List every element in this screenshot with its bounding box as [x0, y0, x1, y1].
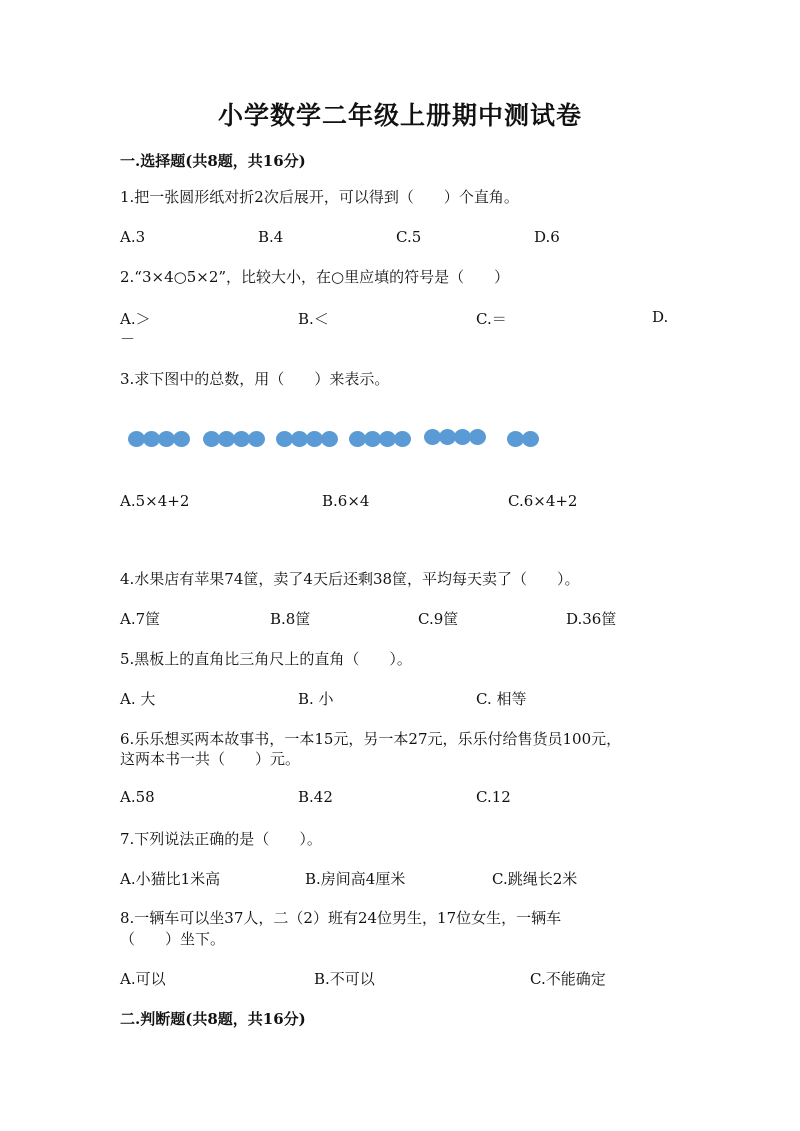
- q1-option-d: D.6: [534, 228, 560, 246]
- q5-option-a: A. 大: [120, 690, 156, 708]
- figure-dot: [248, 431, 265, 447]
- q2-option-b: B.＜: [298, 310, 329, 328]
- q2-option-d-symbol: －: [120, 330, 136, 348]
- q4-option-a: A.7筐: [120, 610, 161, 628]
- section-heading-judgement: 二.判断题(共8题，共16分): [120, 1010, 306, 1028]
- q6-option-b: B.42: [298, 788, 333, 806]
- figure-dot: [394, 431, 411, 447]
- q2-option-d: D.: [652, 308, 669, 326]
- question-5: 5.黑板上的直角比三角尺上的直角（ ）。: [120, 650, 412, 668]
- question-1: 1.把一张圆形纸对折2次后展开，可以得到（ ）个直角。: [120, 188, 519, 206]
- q3-option-a: A.5×4+2: [120, 492, 190, 510]
- q3-option-c: C.6×4+2: [508, 492, 578, 510]
- q4-option-b: B.8筐: [270, 610, 311, 628]
- q7-option-c: C.跳绳长2米: [492, 870, 578, 888]
- q8-option-c: C.不能确定: [530, 970, 606, 988]
- q2-option-a: A.＞: [120, 310, 151, 328]
- q2-option-c: C.＝: [476, 310, 507, 328]
- q3-option-b: B.6×4: [322, 492, 370, 510]
- q7-option-b: B.房间高4厘米: [305, 870, 406, 888]
- q1-option-c: C.5: [396, 228, 422, 246]
- q4-option-c: C.9筐: [418, 610, 459, 628]
- question-2: 2.“3×4○5×2”，比较大小，在○里应填的符号是（ ）: [120, 268, 510, 286]
- q1-option-b: B.4: [258, 228, 284, 246]
- question-6-line-2: 这两本书一共（ ）元。: [120, 750, 301, 768]
- q6-option-a: A.58: [120, 788, 155, 806]
- question-3: 3.求下图中的总数，用（ ）来表示。: [120, 370, 390, 388]
- q5-option-b: B. 小: [298, 690, 334, 708]
- q4-option-d: D.36筐: [566, 610, 617, 628]
- figure-dot: [321, 431, 338, 447]
- section-heading-choice: 一.选择题(共8题，共16分): [120, 152, 306, 170]
- figure-dot: [173, 431, 190, 447]
- question-4: 4.水果店有苹果74筐，卖了4天后还剩38筐，平均每天卖了（ ）。: [120, 570, 580, 588]
- dot-groups-figure: [120, 424, 560, 454]
- q8-option-b: B.不可以: [314, 970, 375, 988]
- question-8-line-1: 8.一辆车可以坐37人，二（2）班有24位男生，17位女生，一辆车: [120, 909, 562, 927]
- q6-option-c: C.12: [476, 788, 511, 806]
- question-7: 7.下列说法正确的是（ ）。: [120, 830, 322, 848]
- figure-dot: [522, 431, 539, 447]
- q1-option-a: A.3: [120, 228, 146, 246]
- question-6-line-1: 6.乐乐想买两本故事书，一本15元，另一本27元，乐乐付给售货员100元，: [120, 730, 622, 748]
- question-8-line-2: （ ）坐下。: [120, 930, 226, 948]
- q7-option-a: A.小猫比1米高: [120, 870, 221, 888]
- q8-option-a: A.可以: [120, 970, 166, 988]
- page-title: 小学数学二年级上册期中测试卷: [217, 101, 582, 130]
- figure-dot: [469, 429, 486, 445]
- q5-option-c: C. 相等: [476, 690, 527, 708]
